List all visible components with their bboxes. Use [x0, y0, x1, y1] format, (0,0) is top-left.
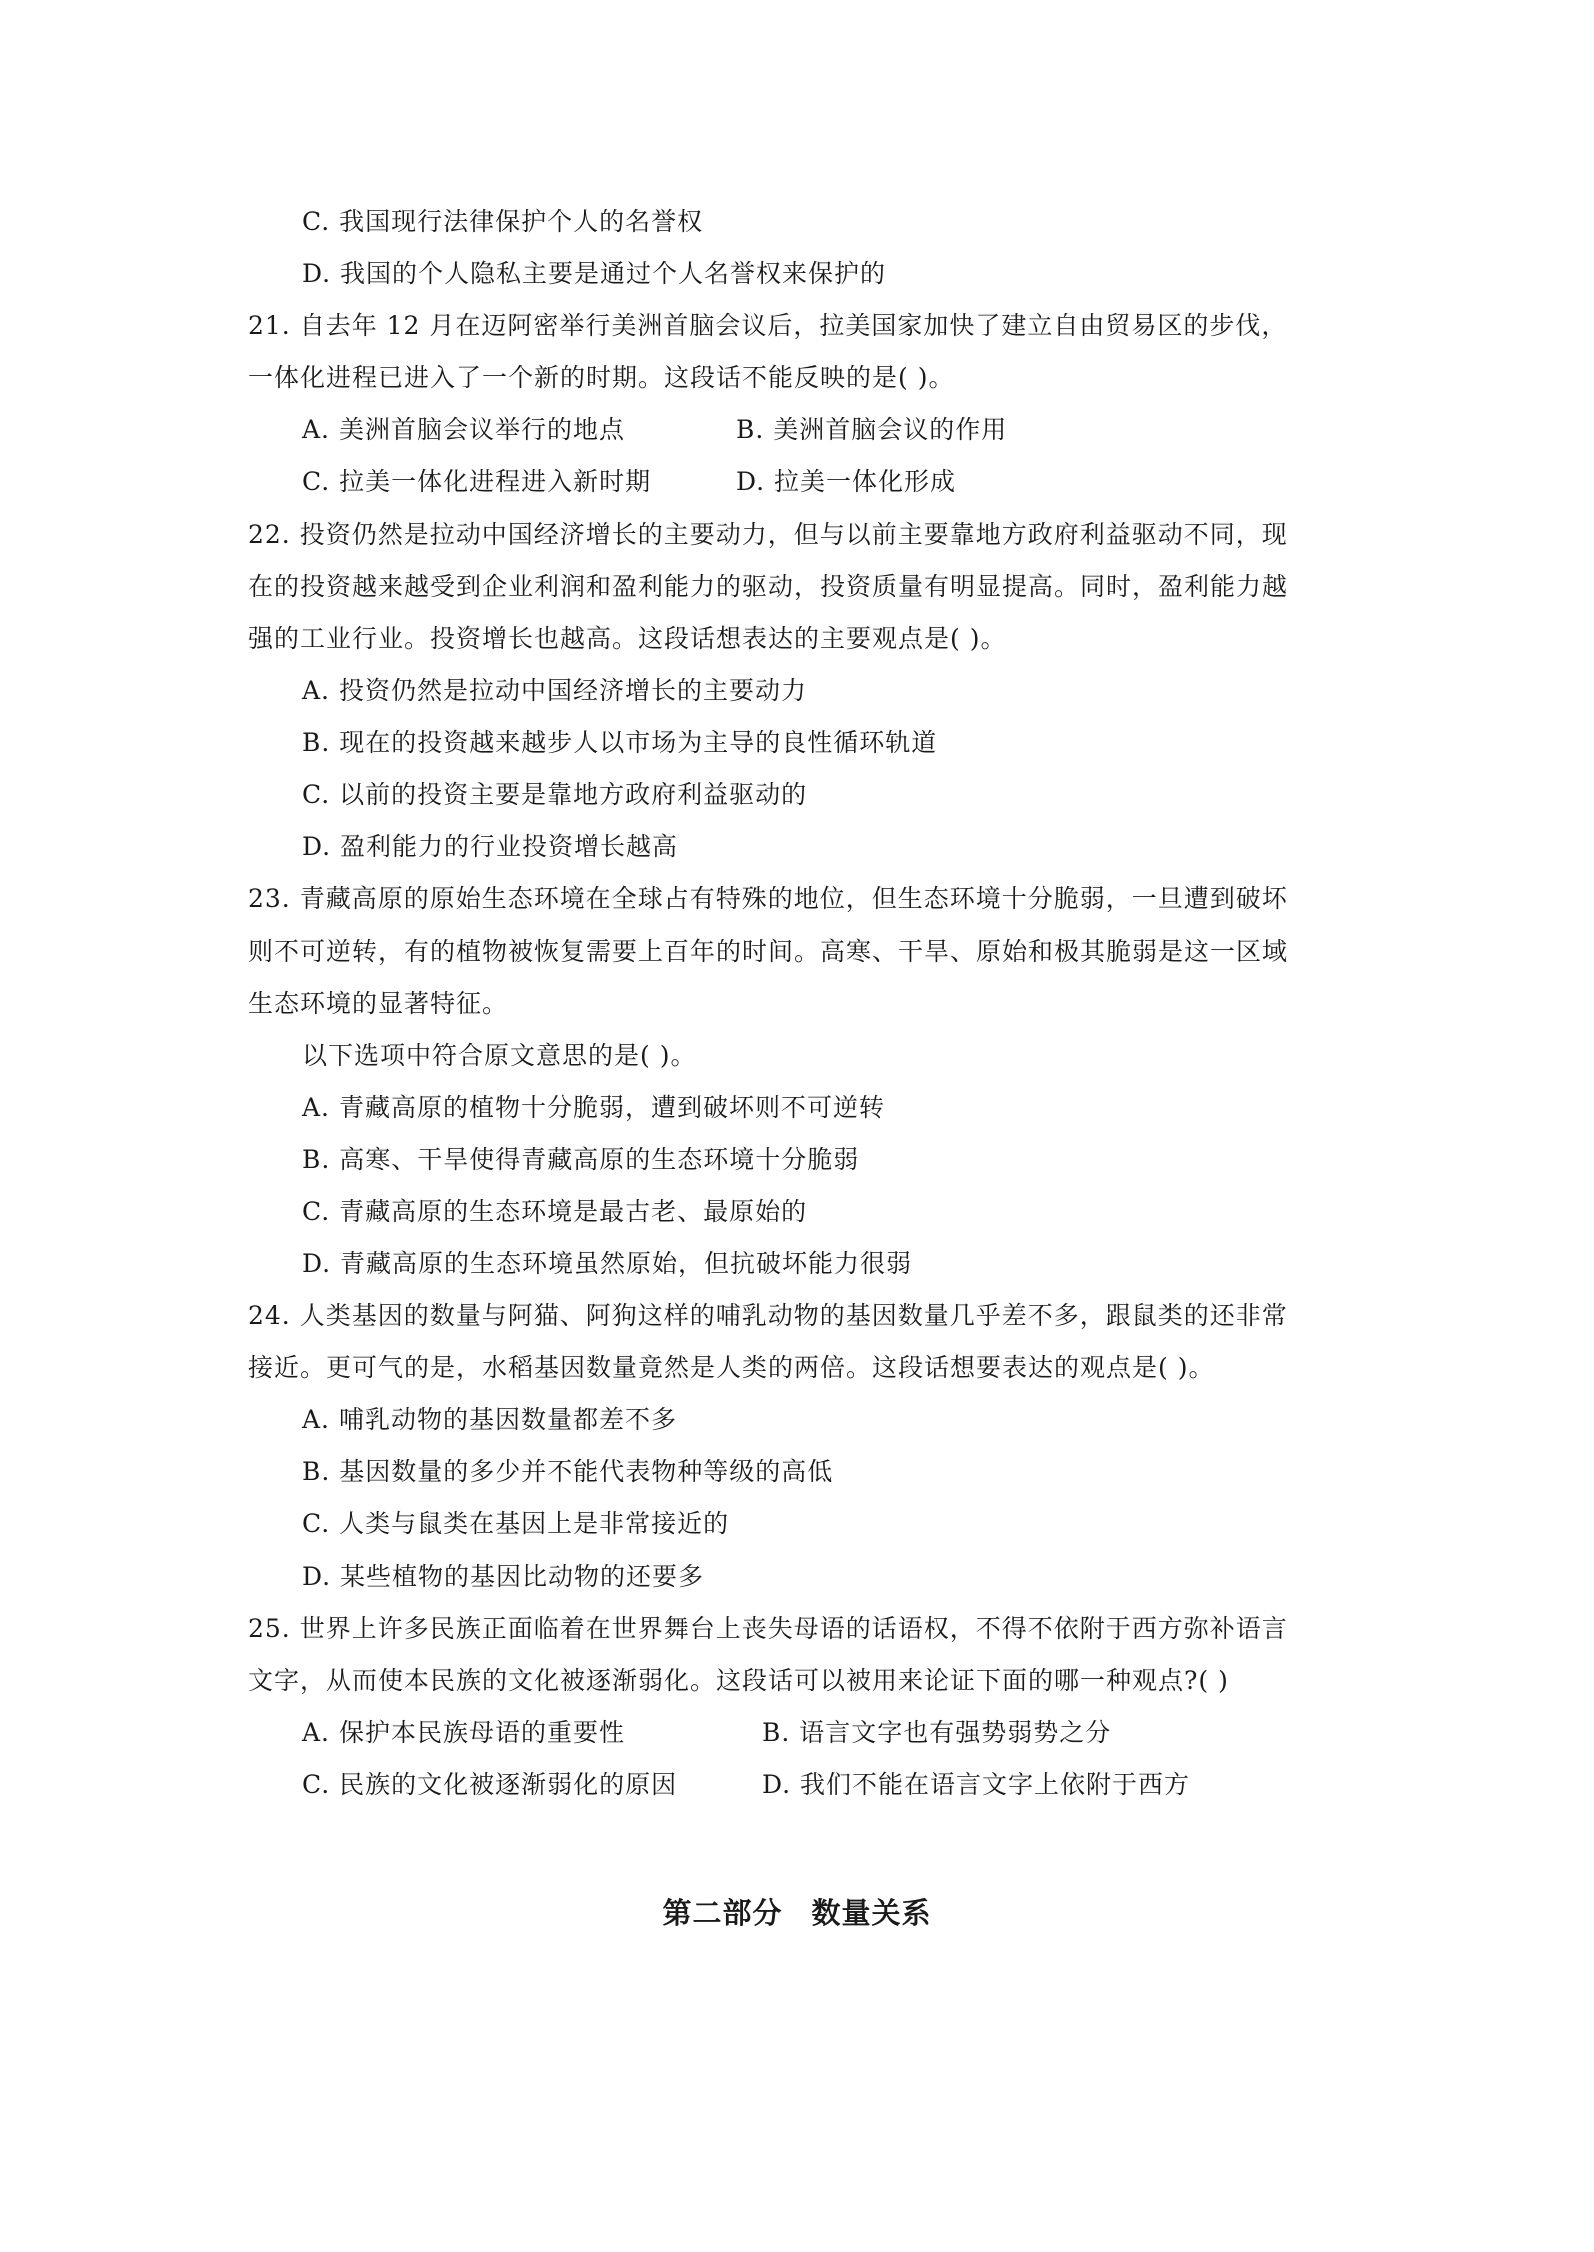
q21-option-c: C. 拉美一体化进程进入新时期	[302, 467, 652, 496]
q21-stem-line-2: 一体化进程已进入了一个新的时期。这段话不能反映的是( )。	[248, 363, 955, 392]
q23-option-c: C. 青藏高原的生态环境是最古老、最原始的	[302, 1197, 808, 1226]
q22-option-b: B. 现在的投资越来越步人以市场为主导的良性循环轨道	[302, 728, 938, 757]
q24-option-a: A. 哺乳动物的基因数量都差不多	[302, 1405, 677, 1434]
section-title: 第二部分 数量关系	[662, 1896, 932, 1930]
q24-option-d: D. 某些植物的基因比动物的还要多	[302, 1562, 705, 1591]
q23-prompt: 以下选项中符合原文意思的是( )。	[302, 1041, 697, 1070]
q21-option-a: A. 美洲首脑会议举行的地点	[302, 415, 625, 444]
q23-stem-line-3: 生态环境的显著特征。	[248, 989, 509, 1018]
q22-option-c: C. 以前的投资主要是靠地方政府利益驱动的	[302, 780, 808, 809]
q21-option-b: B. 美洲首脑会议的作用	[736, 415, 1008, 444]
q20-option-d: D. 我国的个人隐私主要是通过个人名誉权来保护的	[302, 259, 887, 288]
q23-option-a: A. 青藏高原的植物十分脆弱，遭到破坏则不可逆转	[302, 1093, 885, 1122]
q22-stem-line-2: 在的投资越来越受到企业利润和盈利能力的驱动，投资质量有明显提高。同时，盈利能力越	[248, 572, 1289, 601]
q24-stem-line-1: 24. 人类基因的数量与阿猫、阿狗这样的哺乳动物的基因数量几乎差不多，跟鼠类的还非常	[248, 1301, 1288, 1330]
q23-stem-line-2: 则不可逆转，有的植物被恢复需要上百年的时间。高寒、干旱、原始和极其脆弱是这一区域	[248, 937, 1289, 966]
q25-stem-line-2: 文字，从而使本民族的文化被逐渐弱化。这段话可以被用来论证下面的哪一种观点?( )	[248, 1666, 1229, 1695]
q24-stem-line-2: 接近。更可气的是，水稻基因数量竟然是人类的两倍。这段话想要表达的观点是( )。	[248, 1353, 1215, 1382]
q22-stem-line-3: 强的工业行业。投资增长也越高。这段话想表达的主要观点是( )。	[248, 624, 1007, 653]
q21-stem-line-1: 21. 自去年 12 月在迈阿密举行美洲首脑会议后，拉美国家加快了建立自由贸易区的步伐，	[248, 311, 1288, 340]
q21-option-d: D. 拉美一体化形成	[736, 467, 957, 496]
q24-option-b: B. 基因数量的多少并不能代表物种等级的高低	[302, 1457, 834, 1486]
q25-stem-line-1: 25. 世界上许多民族正面临着在世界舞台上丧失母语的话语权，不得不依附于西方弥补语言	[248, 1614, 1288, 1643]
q22-option-d: D. 盈利能力的行业投资增长越高	[302, 832, 679, 861]
q25-option-a: A. 保护本民族母语的重要性	[302, 1718, 625, 1747]
q23-option-d: D. 青藏高原的生态环境虽然原始，但抗破坏能力很弱	[302, 1249, 913, 1278]
q25-option-c: C. 民族的文化被逐渐弱化的原因	[302, 1770, 678, 1799]
q20-option-c: C. 我国现行法律保护个人的名誉权	[302, 207, 704, 236]
q22-option-a: A. 投资仍然是拉动中国经济增长的主要动力	[302, 676, 807, 705]
q23-stem-line-1: 23. 青藏高原的原始生态环境在全球占有特殊的地位，但生态环境十分脆弱，一旦遭到破坏	[248, 884, 1288, 913]
q25-option-b: B. 语言文字也有强势弱势之分	[762, 1718, 1112, 1747]
q25-option-d: D. 我们不能在语言文字上依附于西方	[762, 1770, 1191, 1799]
q22-stem-line-1: 22. 投资仍然是拉动中国经济增长的主要动力，但与以前主要靠地方政府利益驱动不同，现	[248, 520, 1288, 549]
q23-option-b: B. 高寒、干旱使得青藏高原的生态环境十分脆弱	[302, 1145, 860, 1174]
q24-option-c: C. 人类与鼠类在基因上是非常接近的	[302, 1509, 730, 1538]
